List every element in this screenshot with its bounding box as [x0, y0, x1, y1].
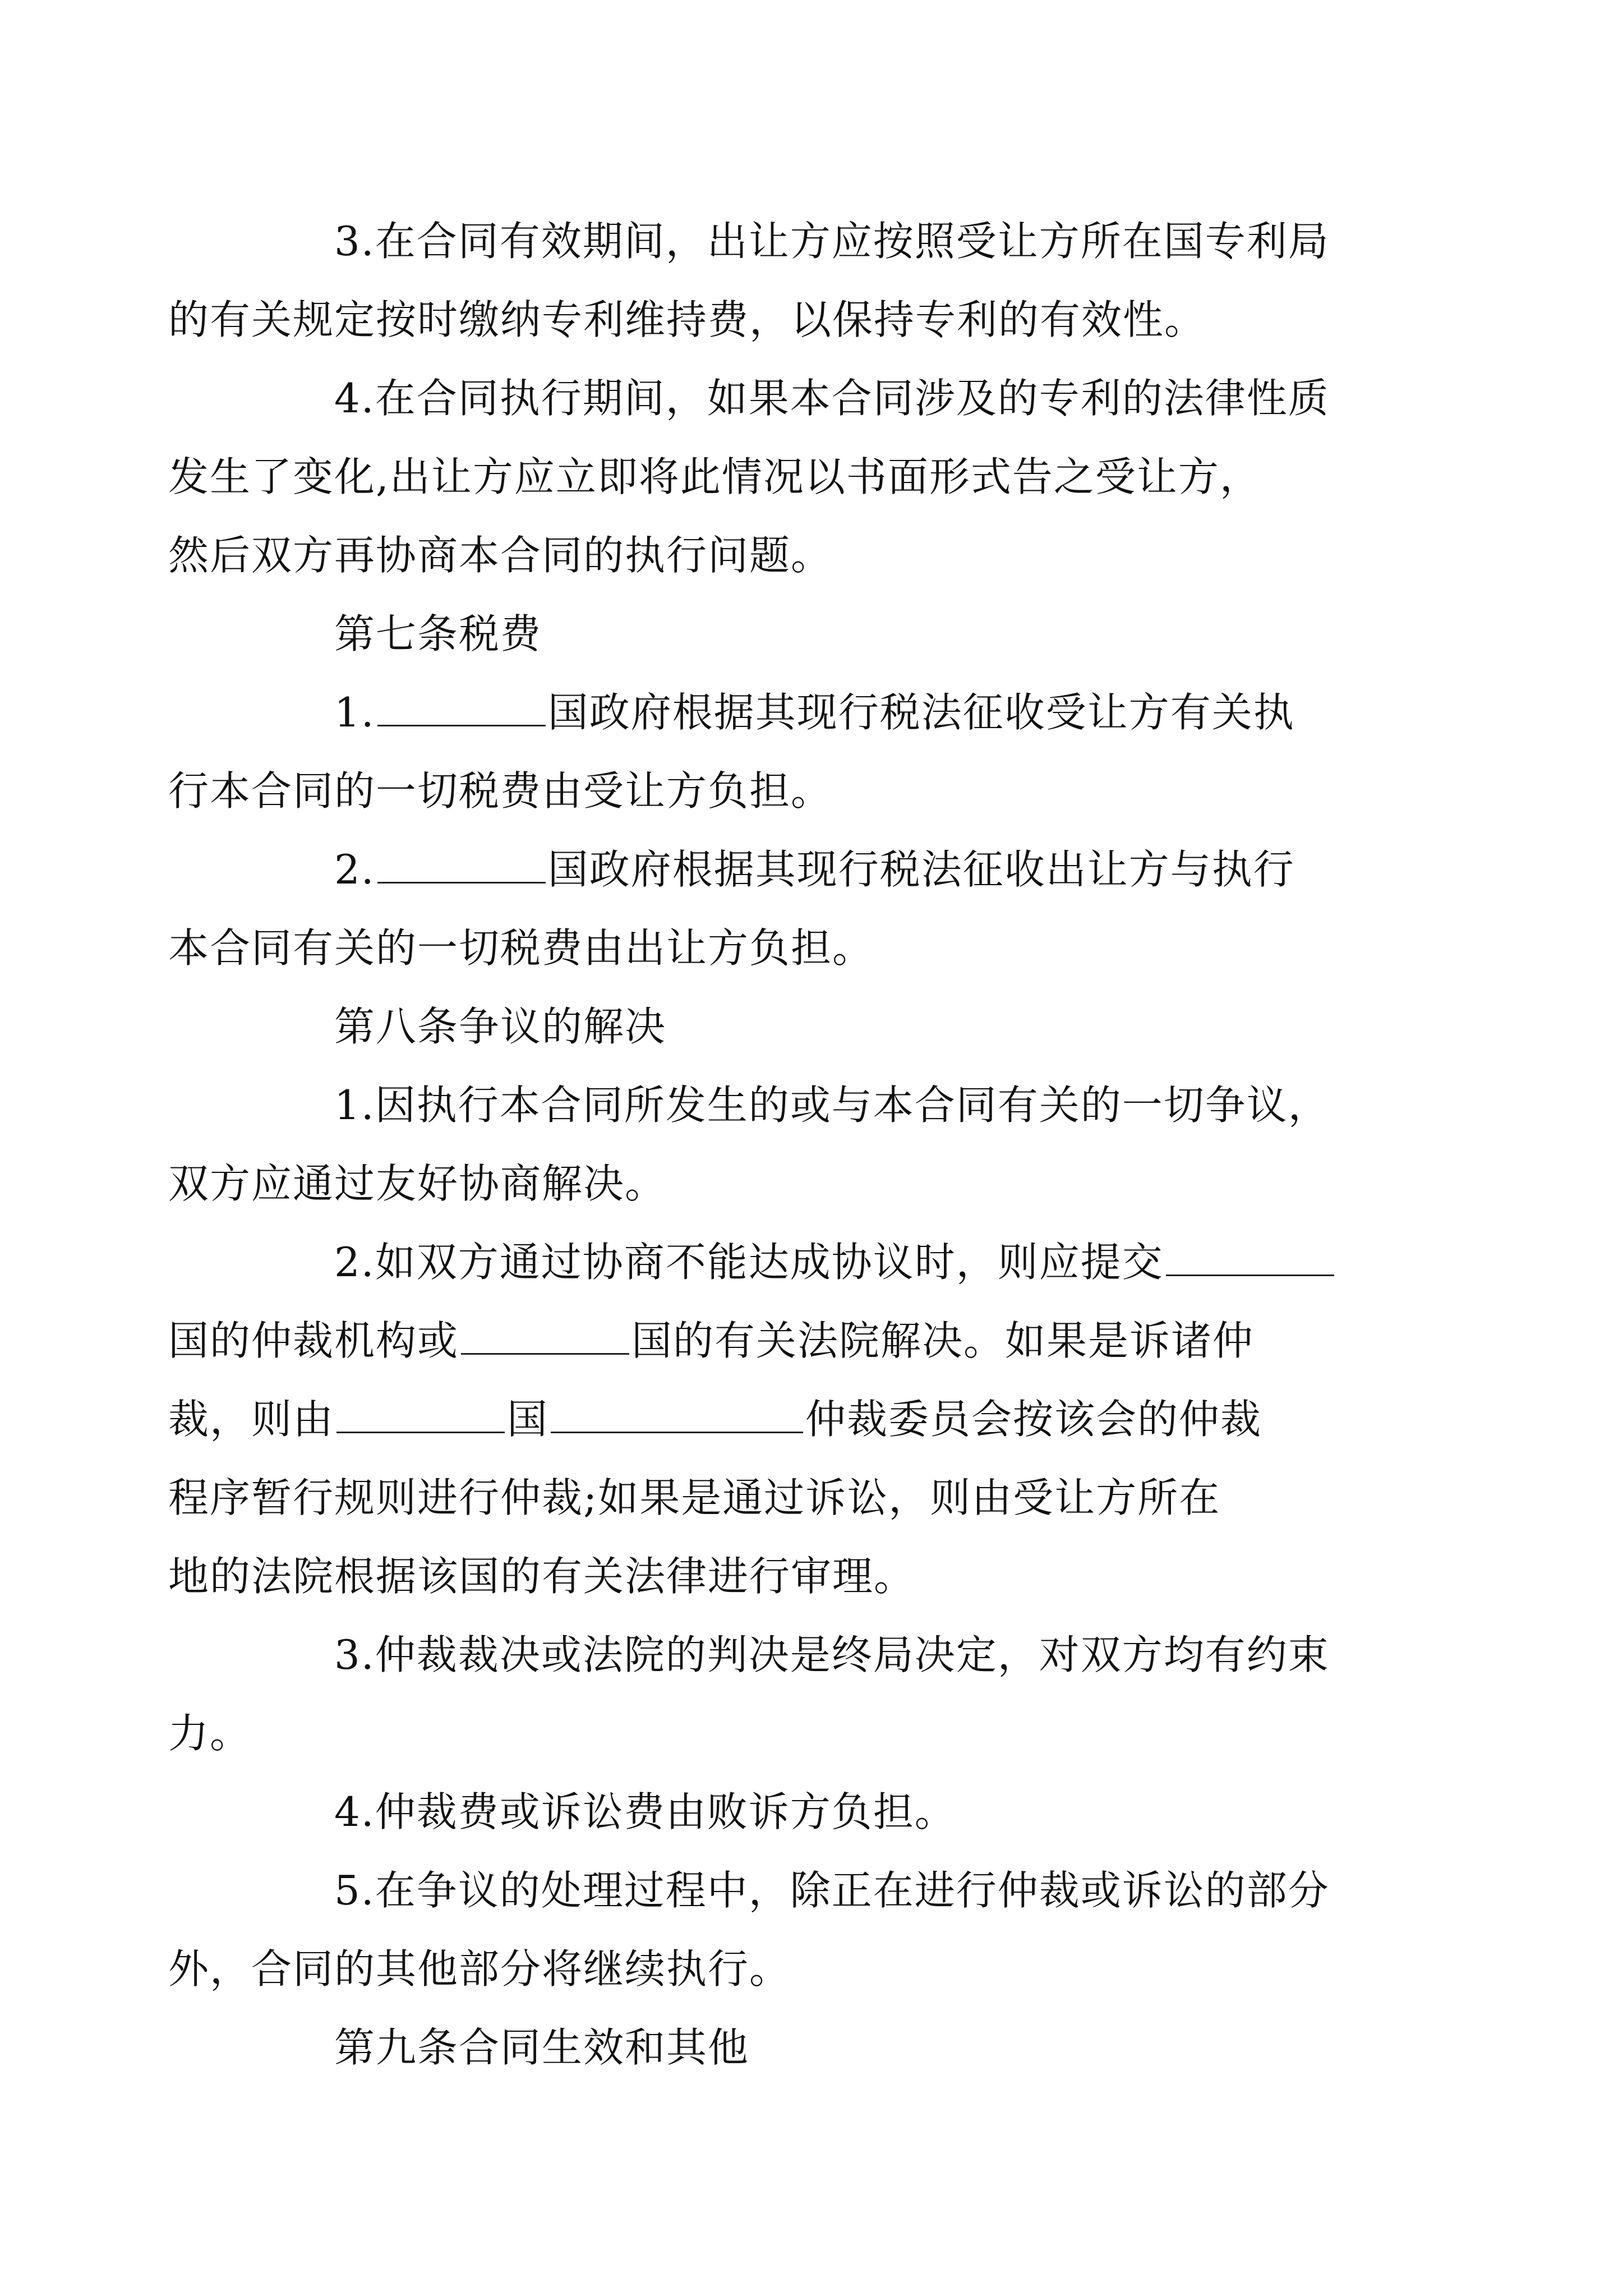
clause-7-item-1 — [168, 673, 1390, 830]
text-fragment: 仲裁委员会按该会的仲裁 — [805, 1396, 1262, 1443]
clause-8-item-3 — [168, 1616, 1390, 1773]
clause-8-item-4 — [251, 1773, 1390, 1851]
blank-field — [551, 1398, 803, 1433]
text-line: 发生了变化,出让方应立即将此情况以书面形式告之受让方， — [168, 453, 1261, 500]
text-fragment: 国政府根据其现行税法征收受让方有关执 — [547, 689, 1295, 736]
text-line: 1.因执行本合同所发生的或与本合同有关的一切争议， — [334, 1082, 1330, 1129]
text-fragment: 国的有关法院解决。如果是诉诸仲 — [631, 1317, 1255, 1364]
text-fragment: 2.如双方通过协商不能达成协议时，则应提交 — [334, 1239, 1164, 1286]
text-fragment: 裁，则由 — [168, 1396, 335, 1443]
blank-field — [377, 848, 546, 884]
text-line: 地的法院根据该国的有关法律进行审理。 — [168, 1553, 916, 1600]
text-line: 然后双方再协商本合同的执行问题。 — [168, 532, 833, 579]
text-line — [168, 1380, 1390, 1458]
blank-field — [461, 1319, 629, 1355]
text-line: 程序暂行规则进行仲裁;如果是通过诉讼，则由受让方所在 — [168, 1474, 1221, 1521]
article-7-heading — [251, 595, 1390, 673]
clause-6-item-3 — [168, 202, 1390, 359]
blank-field — [377, 691, 546, 726]
text-line — [168, 1301, 1390, 1380]
text-line: 4.在合同执行期间，如果本合同涉及的专利的法律性质 — [334, 375, 1330, 422]
text-line: 4.仲裁费或诉讼费由败诉方负担。 — [334, 1788, 956, 1835]
blank-field — [336, 1398, 505, 1433]
heading-text: 第八条争议的解决 — [334, 1003, 667, 1050]
text-line: 5.在争议的处理过程中，除正在进行仲裁或诉讼的部分 — [334, 1867, 1330, 1914]
text-fragment: 国 — [507, 1396, 549, 1443]
article-9-heading — [251, 2008, 1390, 2087]
clause-7-item-2 — [168, 830, 1390, 987]
clause-8-item-5 — [168, 1851, 1390, 2008]
text-line — [251, 830, 1390, 909]
text-line: 力。 — [168, 1710, 252, 1757]
text-line: 3.仲裁裁决或法院的判决是终局决定，对双方均有约束 — [334, 1631, 1330, 1678]
text-line: 双方应通过友好协商解决。 — [168, 1160, 667, 1207]
heading-text: 第七条税费 — [334, 610, 542, 657]
clause-6-item-4 — [168, 359, 1390, 595]
text-fragment: 国的仲裁机构或 — [168, 1317, 459, 1364]
item-number: 2. — [334, 846, 375, 893]
text-fragment: 国政府根据其现行税法征收出让方与执行 — [547, 846, 1295, 893]
article-8-heading — [251, 987, 1390, 1066]
clause-8-item-1 — [168, 1066, 1390, 1223]
text-line: 外，合同的其他部分将继续执行。 — [168, 1945, 791, 1993]
item-number: 1. — [334, 689, 375, 736]
text-line: 的有关规定按时缴纳专利维持费，以保持专利的有效性。 — [168, 296, 1206, 343]
clause-8-item-2 — [168, 1223, 1390, 1616]
text-line — [251, 673, 1390, 752]
contract-body — [168, 202, 1390, 2087]
text-line: 本合同有关的一切税费由出让方负担。 — [168, 924, 874, 972]
blank-field — [1166, 1241, 1334, 1276]
text-line: 3.在合同有效期间，出让方应按照受让方所在国专利局 — [334, 218, 1330, 265]
text-line: 行本合同的一切税费由受让方负担。 — [168, 767, 833, 815]
text-line — [251, 1223, 1390, 1301]
heading-text: 第九条合同生效和其他 — [334, 2024, 750, 2071]
